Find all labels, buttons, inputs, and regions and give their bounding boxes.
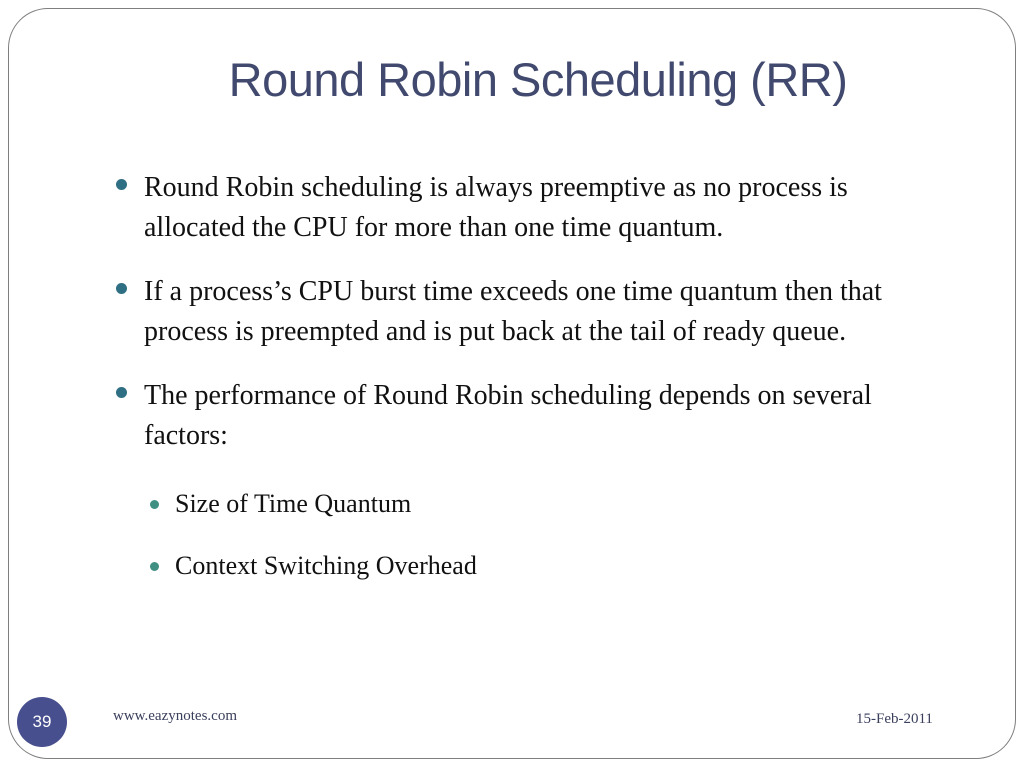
sub-bullet-dot-icon (150, 562, 159, 571)
sub-bullet-item (113, 486, 953, 522)
sub-bullet-text: Context Switching Overhead (175, 551, 477, 580)
bullet-text: Round Robin scheduling is always preemptive as no process is allocated the CPU for more than one time quantum. (144, 172, 848, 243)
bullet-item (113, 376, 953, 456)
footer-date: 15-Feb-2011 (856, 711, 933, 727)
bullet-item (113, 272, 953, 352)
bullet-text: If a process’s CPU burst time exceeds one time quantum then that process is preempted and is put back at the tail of ready queue. (144, 276, 882, 347)
bullet-text: The performance of Round Robin scheduling depends on several factors: (144, 380, 872, 451)
sub-bullet-text: Size of Time Quantum (175, 489, 412, 518)
sub-bullet-item (113, 548, 953, 584)
bullet-item (113, 168, 953, 248)
bullet-dot-icon (116, 179, 127, 190)
slide-content (113, 168, 953, 610)
slide-number-badge: 39 (17, 697, 67, 747)
slide-title: Round Robin Scheduling (RR) (228, 53, 848, 106)
bullet-dot-icon (116, 283, 127, 294)
footer-url: www.eazynotes.com (113, 708, 237, 724)
sub-bullet-dot-icon (150, 500, 159, 509)
bullet-dot-icon (116, 387, 127, 398)
